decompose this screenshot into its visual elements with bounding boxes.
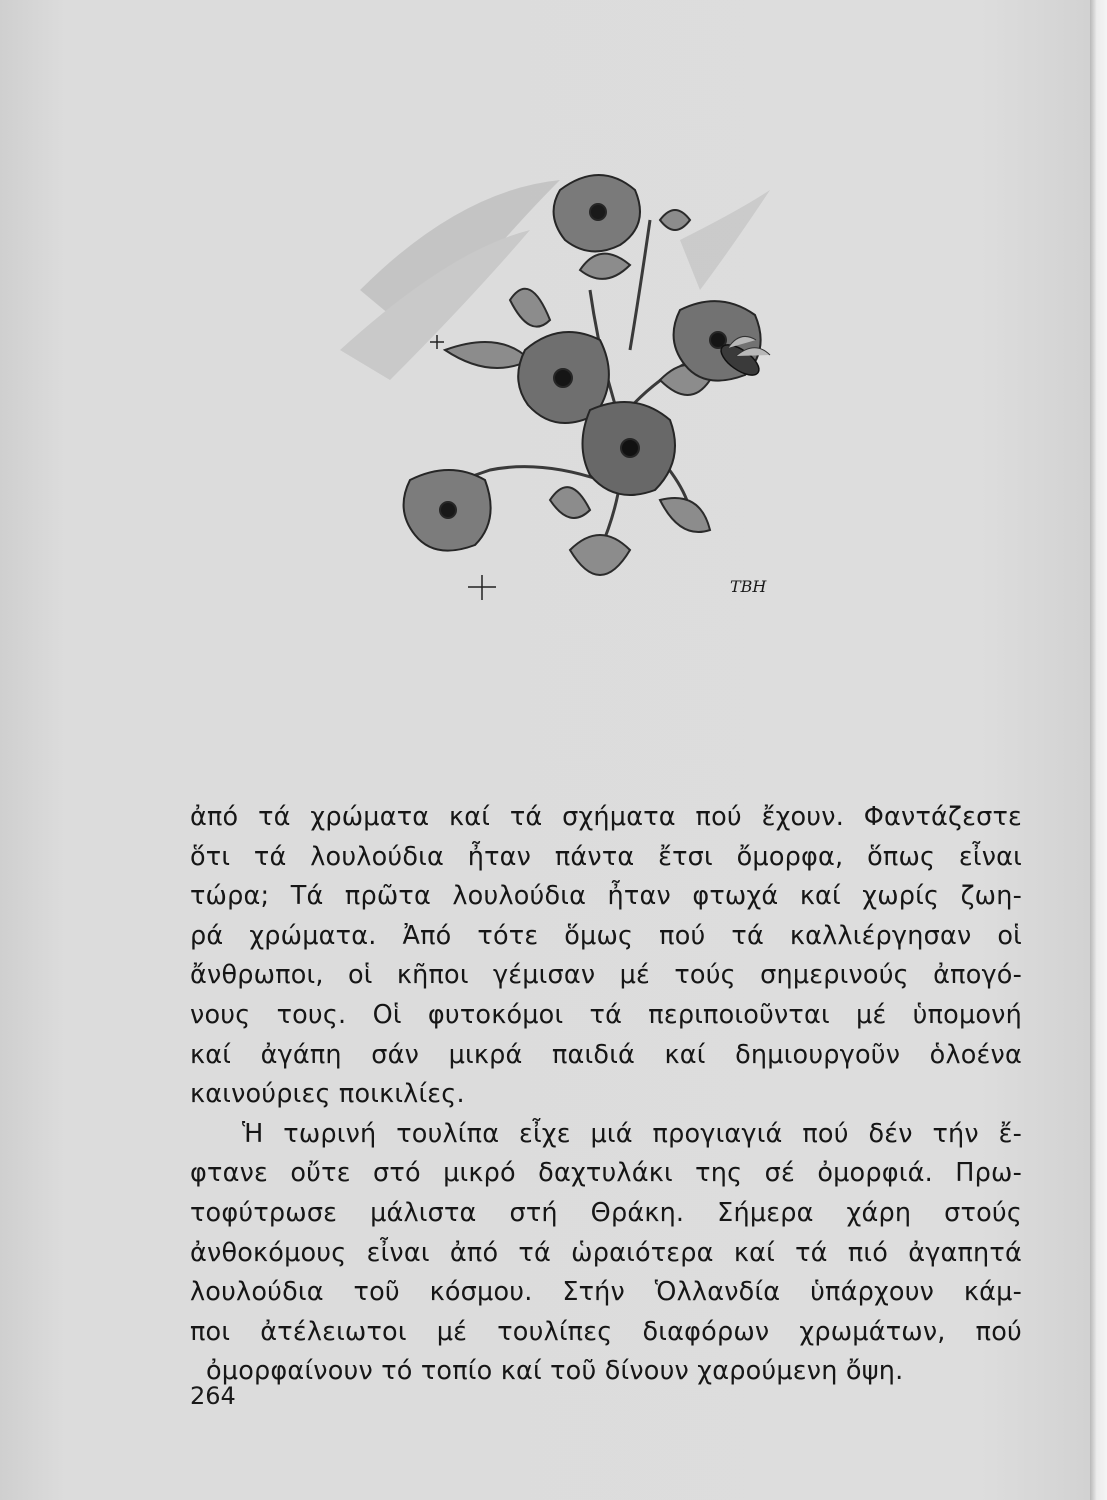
text-line: καί ἀγάπη σάν μικρά παιδιά καί δημιουργοῦν ὁλοένα [190, 1039, 1022, 1070]
registration-marks [430, 335, 496, 600]
text-line: λουλούδια τοῦ κόσμου. Στήν Ὁλλανδία ὑπάρχουν κάμ- [190, 1277, 1022, 1308]
page-edge [1090, 0, 1107, 1500]
flower-top [554, 175, 640, 251]
text-line: ἄνθρωποι, οἱ κῆποι γέμισαν μέ τούς σημερινούς ἀπογό- [190, 960, 1022, 991]
flower-lower [583, 402, 676, 495]
text-line: τώρα; Τά πρῶτα λουλούδια ἦταν φτωχά καί χωρίς ζωη- [190, 881, 1022, 912]
text-line: ἀπό τά χρώματα καί τά σχήματα πού ἔχουν. Φαντάζεστε [190, 802, 1022, 832]
text-line: ὅτι τά λουλούδια ἦταν πάντα ἔτσι ὄμορφα, ὅπως εἶναι [190, 841, 1022, 872]
text-line: ἀνθοκόμους εἶναι ἀπό τά ὡραιότερα καί τά πιό ἀγαπητά [190, 1237, 1022, 1268]
artist-signature: ΤΒΗ [730, 577, 767, 596]
page-number: 264 [190, 1382, 236, 1410]
flower-illustration [300, 150, 820, 640]
text-line: ποι ἀτέλειωτοι μέ τουλίπες διαφόρων χρωμάτων, πού [190, 1316, 1022, 1347]
text-line: νους τους. Οἱ φυτοκόμοι τά περιποιοῦνται μέ ὑπομονή [190, 999, 1022, 1030]
text-line: ὀμορφαίνουν τό τοπίο καί τοῦ δίνουν χαρούμενη ὄψη. [206, 1356, 904, 1387]
text-line: Ἡ τωρινή τουλίπα εἶχε μιά προγιαγιά πού δέν τήν ἔ- [242, 1118, 1022, 1149]
text-line: καινούριες ποικιλίες. [190, 1079, 465, 1110]
text-line: τοφύτρωσε μάλιστα στή Θράκη. Σήμερα χάρη στούς [190, 1197, 1022, 1228]
flower-left [404, 470, 491, 551]
text-line: ρά χρώματα. Ἀπό τότε ὅμως πού τά καλλιέργησαν οἱ [190, 920, 1022, 951]
text-line: φτανε οὔτε στό μικρό δαχτυλάκι της σέ ὀμορφιά. Πρω- [190, 1158, 1022, 1189]
body-text [190, 798, 1022, 1392]
